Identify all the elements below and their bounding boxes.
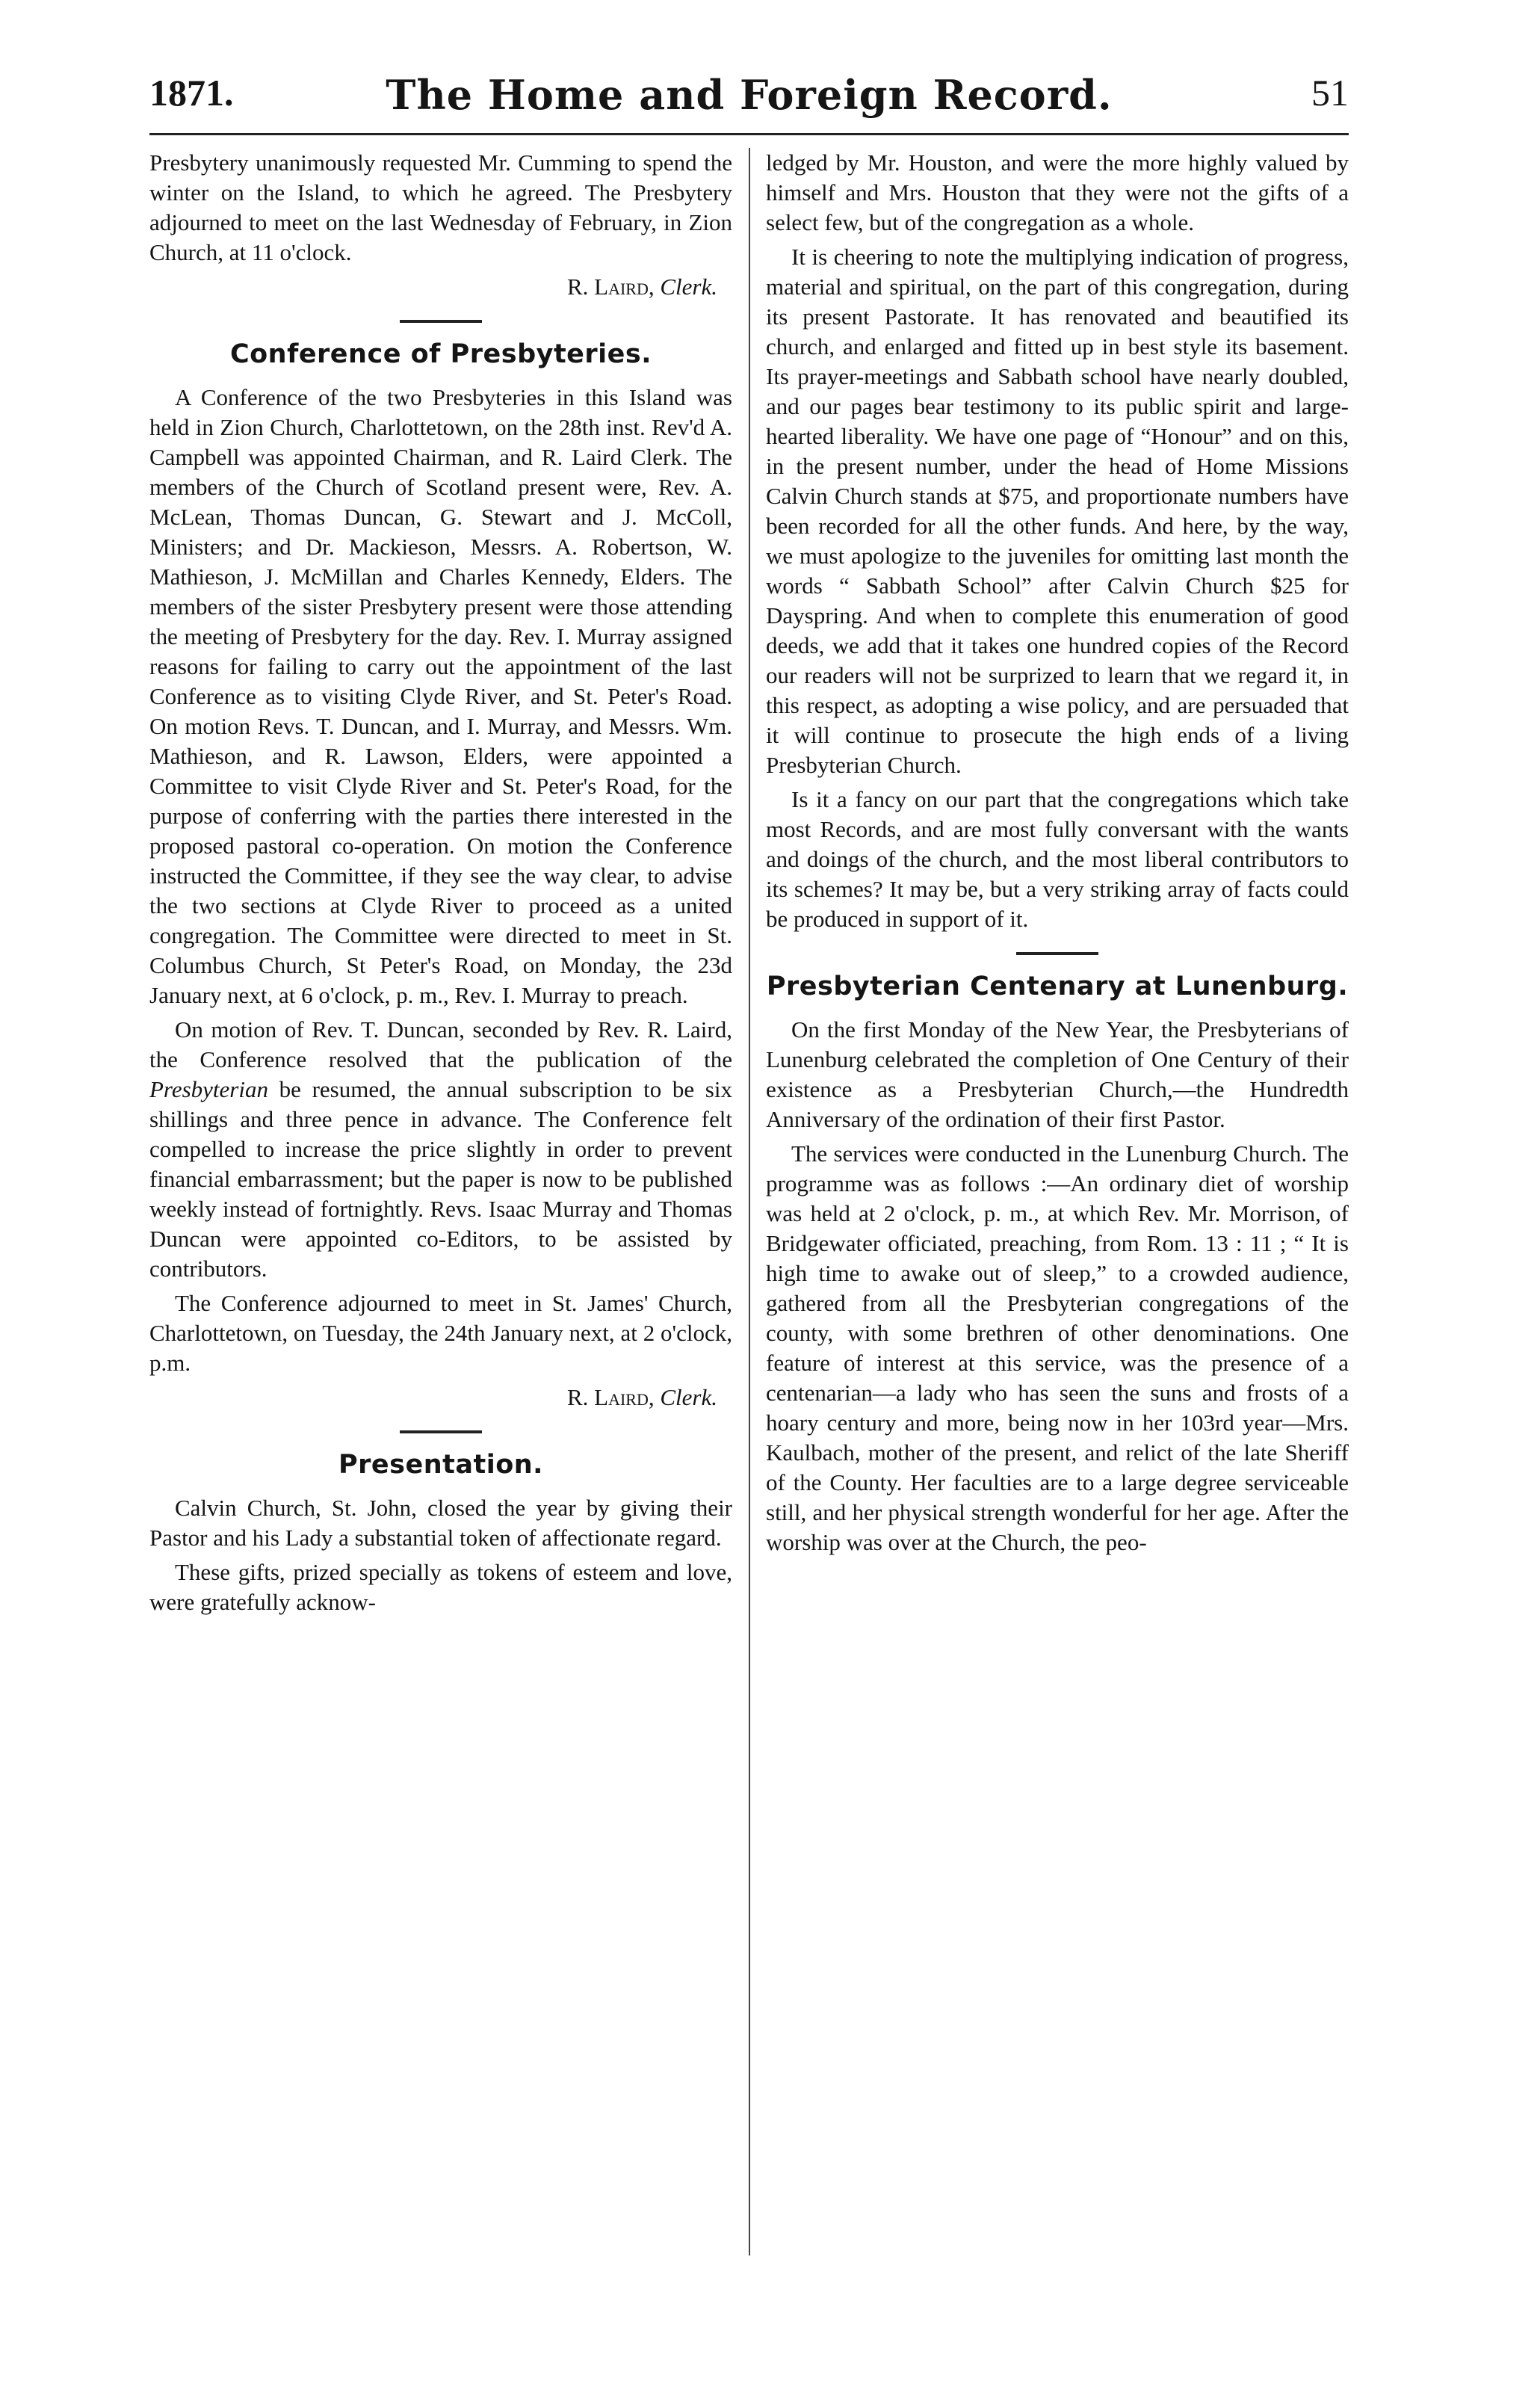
paragraph-presentation-2: These gifts, prized specially as tokens of esteem and love, were gratefully acknow-	[149, 1559, 732, 1615]
paragraph-presbytery-continued: Presbytery unanimously requested Mr. Cumming to spend the winter on the Island, to which he agreed. The Presbytery adjourned to meet on the last Wednesday of February, in Zion Church, at 11 o'clock.	[149, 149, 732, 265]
signature-name: R. Laird,	[566, 1384, 655, 1410]
paragraph-conference-1: A Conference of the two Presbyteries in this Island was held in Zion Church, Charlottetown, on the 28th inst. Rev'd A. Campbell was appointed Chairman, and R. Laird Clerk. The members of the Church of Scotland present were, Rev. A. McLean, Thomas Duncan, G. Stewart and J. McColl, Ministers; and Dr. Mackieson, Messrs. A. Robertson, W. Mathieson, J. McMillan and Charles Kennedy, Elders. The members of the sister Presbytery present were those attending the meeting of Presbytery for the day. Rev. I. Murray assigned reasons for failing to carry out the appointment of the last Conference as to visiting Clyde River, and St. Peter's Road. On motion Revs. T. Duncan, and I. Murray, and Messrs. Wm. Mathieson, and R. Lawson, Elders, were appointed a Committee to visit Clyde River and St. Peter's Road, for the purpose of conferring with the parties there interested in the proposed pastoral co-operation. On motion the Conference instructed the Committee, if they see the way clear, to advise the two sections at Clyde River to proceed as a united congregation. The Committee were directed to meet in St. Columbus Church, St Peter's Road, on Monday, the 23d January next, at 6 o'clock, p. m., Rev. I. Murray to preach.	[149, 384, 732, 1008]
section-divider	[400, 1430, 482, 1433]
page-number: 51	[1311, 72, 1349, 114]
paragraph-centenary-1: On the first Monday of the New Year, the Presbyterians of Lunenburg celebrated the completion of One Century of their existence as a Presbyterian Church,—the Hundredth Anniversary of the ordination of their first Pastor.	[766, 1016, 1349, 1132]
paragraph-cheering: It is cheering to note the multiplying indication of progress, material and spiritual, on the part of this congregation, during its present Pastorate. It has renovated and beautified its church, and enlarged and fitted up in best style its basement. Its prayer-meetings and Sabbath school have nearly doubled, and our pages bear testimony to its public spirit and large-hearted liberality. We have one page of “Honour” and on this, in the present number, under the head of Home Missions Calvin Church stands at $75, and proportionate numbers have been recorded for all the other funds. And here, by the way, we must apologize to the juveniles for omitting last month the words “ Sabbath School” after Calvin Church $25 for Dayspring. And when to complete this enumeration of good deeds, we add that it takes one hundred copies of the Record our readers will not be surprized to learn that we regard it, in this respect, as adopting a wise policy, and are persuaded that it will continue to prosecute the high ends of a living Presbyterian Church.	[766, 244, 1349, 778]
clerk-signature	[149, 1383, 732, 1412]
italic-run: Presbyterian	[149, 1076, 268, 1102]
header-rule	[149, 133, 1349, 135]
heading-presentation: Presentation.	[338, 1450, 543, 1480]
right-column	[766, 148, 1349, 2255]
signature-title: Clerk.	[660, 1384, 717, 1410]
paragraph-presentation-1: Calvin Church, St. John, closed the year by giving their Pastor and his Lady a substantial token of affectionate regard.	[149, 1495, 732, 1551]
left-column	[149, 148, 732, 2255]
section-divider	[400, 320, 482, 323]
text-run: On motion of Rev. T. Duncan, seconded by Rev. R. Laird, the Conference resolved that the publication of the	[149, 1016, 732, 1072]
section-divider	[1016, 952, 1098, 955]
signature-name: R. Laird,	[566, 274, 655, 300]
paragraph-presentation-continued: ledged by Mr. Houston, and were the more highly valued by himself and Mrs. Houston that they were not the gifts of a select few, but of the congregation as a whole.	[766, 149, 1349, 235]
paragraph-conference-3: The Conference adjourned to meet in St. James' Church, Charlottetown, on Tuesday, the 24th January next, at 2 o'clock, p.m.	[149, 1290, 732, 1376]
running-header	[149, 71, 1349, 123]
paragraph-fancy: Is it a fancy on our part that the congregations which take most Records, and are most fully conversant with the wants and doings of the church, and the most liberal contributors to its schemes? It may be, but a very striking array of facts could be produced in support of it.	[766, 786, 1349, 932]
text-run: be resumed, the annual subscription to be six shillings and three pence in advance. The Conference felt compelled to increase the price slightly in order to prevent financial embarrassment; but the paper is now to be published weekly instead of fortnightly. Revs. Isaac Murray and Thomas Duncan were appointed co-Editors, to be assisted by contributors.	[149, 1076, 732, 1282]
journal-title: The Home and Foreign Record.	[386, 71, 1113, 119]
heading-centenary: Presbyterian Centenary at Lunenburg.	[766, 972, 1349, 1001]
column-divider	[749, 148, 750, 2255]
paragraph-conference-2	[149, 1015, 732, 1284]
signature-title: Clerk.	[660, 274, 717, 300]
heading-conference: Conference of Presbyteries.	[229, 339, 652, 369]
paragraph-centenary-2: The services were conducted in the Lunenburg Church. The programme was as follows :—An ordinary diet of worship was held at 2 o'clock, p. m., at which Rev. Mr. Morrison, of Bridgewater officiated, preaching, from Rom. 13 : 11 ; “ It is high time to awake out of sleep,” to a crowded audience, gathered from all the Presbyterian congregations of the county, with some brethren of other denominations. One feature of interest at this service, was the presence of a centenarian—a lady who has seen the suns and frosts of a hoary century and more, being now in her 103rd year—Mrs. Kaulbach, mother of the present, and relict of the late Sheriff of the County. Her faculties are to a large degree serviceable still, and her physical strength wonderful for her age. After the worship was over at the Church, the peo-	[766, 1140, 1349, 1555]
clerk-signature	[149, 272, 732, 302]
header-year: 1871.	[149, 72, 234, 114]
